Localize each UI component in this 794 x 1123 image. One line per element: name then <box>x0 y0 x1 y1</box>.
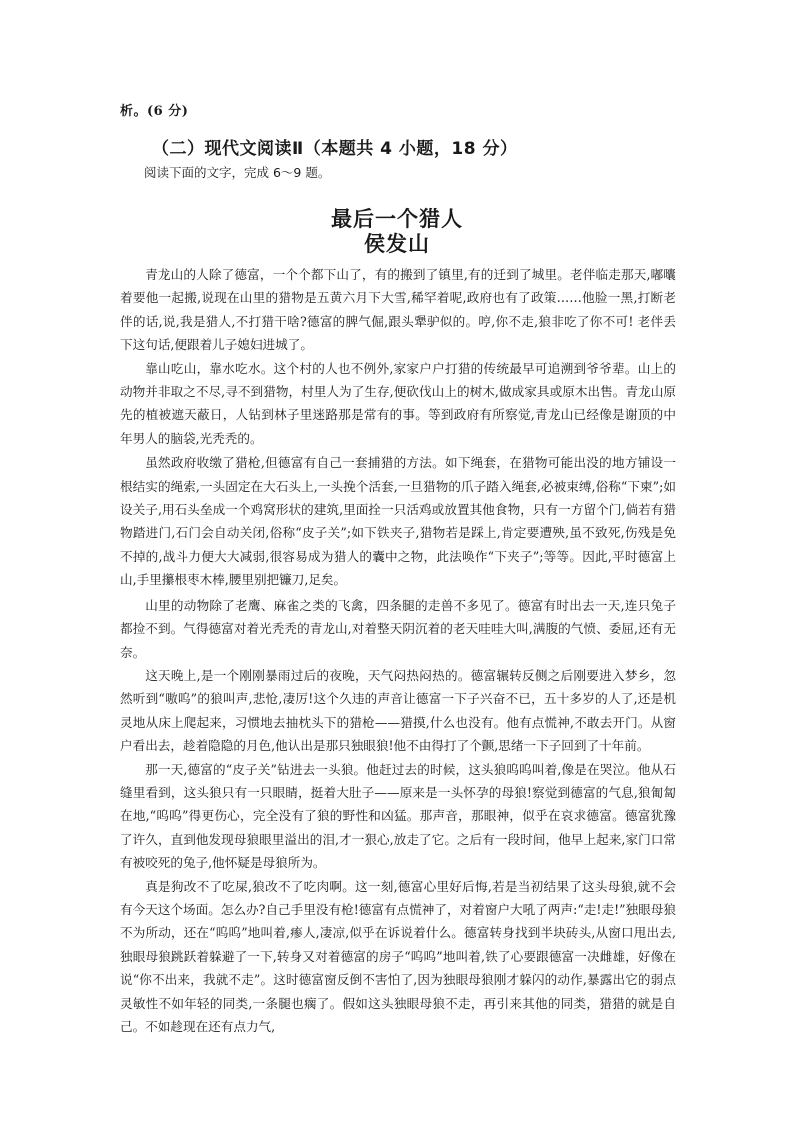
paragraph: 靠山吃山，靠水吃水。这个村的人也不例外,家家户户打猎的传统最早可追溯到爷爷辈。山上的动物并非取之不尽,寻不到猎物，村里人为了生存,便砍伐山上的树木,做成家具或原木出售。青龙山原先的植被遮天蔽日，人钻到林子里迷路那是常有的事。等到政府有所察觉,青龙山已经像是谢顶的中年男人的脑袋,光秃秃的。 <box>120 360 676 446</box>
article-title: 最后一个猎人 <box>331 207 463 231</box>
paragraph: 虽然政府收缴了猎枪,但德富有自己一套捕猎的方法。如下绳套，在猎物可能出没的地方铺设一根结实的绳索,一头固定在大石头上,一头挽个活套,一旦猎物的爪子踏入绳套,必被束缚,俗称“下柬”;如设关子,用石头垒成一个鸡窝形状的建筑,里面拴一只活鸡或放置其他食物，只有一方留个门,倘若有猎物踏进门,石门会自动关闭,俗称“皮子关”;如下铁夹子,猎物若是踩上,肯定要遭殃,虽不致死,伤残是免不掉的,战斗力便大大减弱,很容易成为猎人的囊中之物，此法唤作“下夹子”;等等。因此,平时德富上山,手里攥根枣木棒,腰里别把镰刀,足矣。 <box>120 455 676 588</box>
previous-question-fragment: 析。(6 分) <box>120 104 189 119</box>
paragraph: 这天晚上,是一个刚刚暴雨过后的夜晚，天气闷热闷热的。德富辗转反侧之后刚要进入梦乡，忽然听到“嗷呜”的狼叫声,悲怆,凄厉!这个久违的声音让德富一下子兴奋不已，五十多岁的人了,还是机灵地从床上爬起来，习惯地去抽枕头下的猎枪——猎摸,什么也没有。他有点慌神,不敢去开门。从窗户看出去，趁着隐隐的月色,他认出是那只独眼狼!他不由得打了个颤,思绪一下子回到了十年前。 <box>120 667 676 754</box>
reading-instruction: 阅读下面的文字，完成 6～9 题。 <box>144 165 331 180</box>
paragraph: 那一天,德富的“皮子关”钻进去一头狼。他赶过去的时候，这头狼呜呜叫着,像是在哭泣。他从石缝里看到，这头狼只有一只眼睛，挺着大肚子——原来是一头怀孕的母狼!察觉到德富的气息,狼匍匐在地,“呜呜”得更伤心，完全没有了狼的野性和凶猛。那声音，那眼神，似乎在哀求德富。德富犹豫了许久，直到他发现母狼眼里溢出的泪,才一狠心,放走了它。之后有一段时间，他早上起来,家门口常有被咬死的兔子,他怀疑是母狼所为。 <box>120 761 676 871</box>
article-author: 侯发山 <box>364 232 430 256</box>
paragraph: 山里的动物除了老鹰、麻雀之类的飞禽，四条腿的走兽不多见了。德富有时出去一天,连只兔子都捡不到。气得德富对着光秃秃的青龙山,对着整天阴沉着的老天哇哇大叫,满腹的气愤、委屈,还有无奈。 <box>120 597 676 660</box>
paragraph: 青龙山的人除了德富，一个个都下山了，有的搬到了镇里,有的迁到了城里。老伴临走那天,嘟囔着要他一起搬,说现在山里的猎物是五黄六月下大雪,稀罕着呢,政府也有了政策……他脸一黑,打断老伴的话,说,我是猎人,不打猎干啥?德富的脾气倔,跟头犟驴似的。哼,你不走,狼非吃了你不可! 老伴丢下这句话,便跟着儿子媳妇进城了。 <box>120 267 676 353</box>
section-title: （二）现代文阅读Ⅱ（本题共 4 小题，18 分） <box>152 139 518 159</box>
paragraph: 真是狗改不了吃屎,狼改不了吃肉啊。这一刻,德富心里好后悔,若是当初结果了这头母狼,就不会有今天这个场面。怎么办?自己手里没有枪!德富有点慌神了，对着窗户大吼了两声:“走!走!”独眼母狼不为所动，还在“呜呜”地叫着,瘆人,凄凉,似乎在诉说着什么。德富转身找到半块砖头,从窗口甩出去,独眼母狼跳跃着躲避了一下,转身又对着德富的房子“呜呜”地叫着,铁了心要跟德富一决雌雄，好像在说“你不出来，我就不走”。这时德富窗反倒不害怕了,因为独眼母狼刚才躲闪的动作,暴露出它的弱点灵敏性不如年轻的同类,一条腿也瘸了。假如这头独眼母狼不走，再引来其他的同类，猎猎的就是自己。不如趁现在还有点力气, <box>120 878 676 1034</box>
article-body <box>120 263 676 1038</box>
